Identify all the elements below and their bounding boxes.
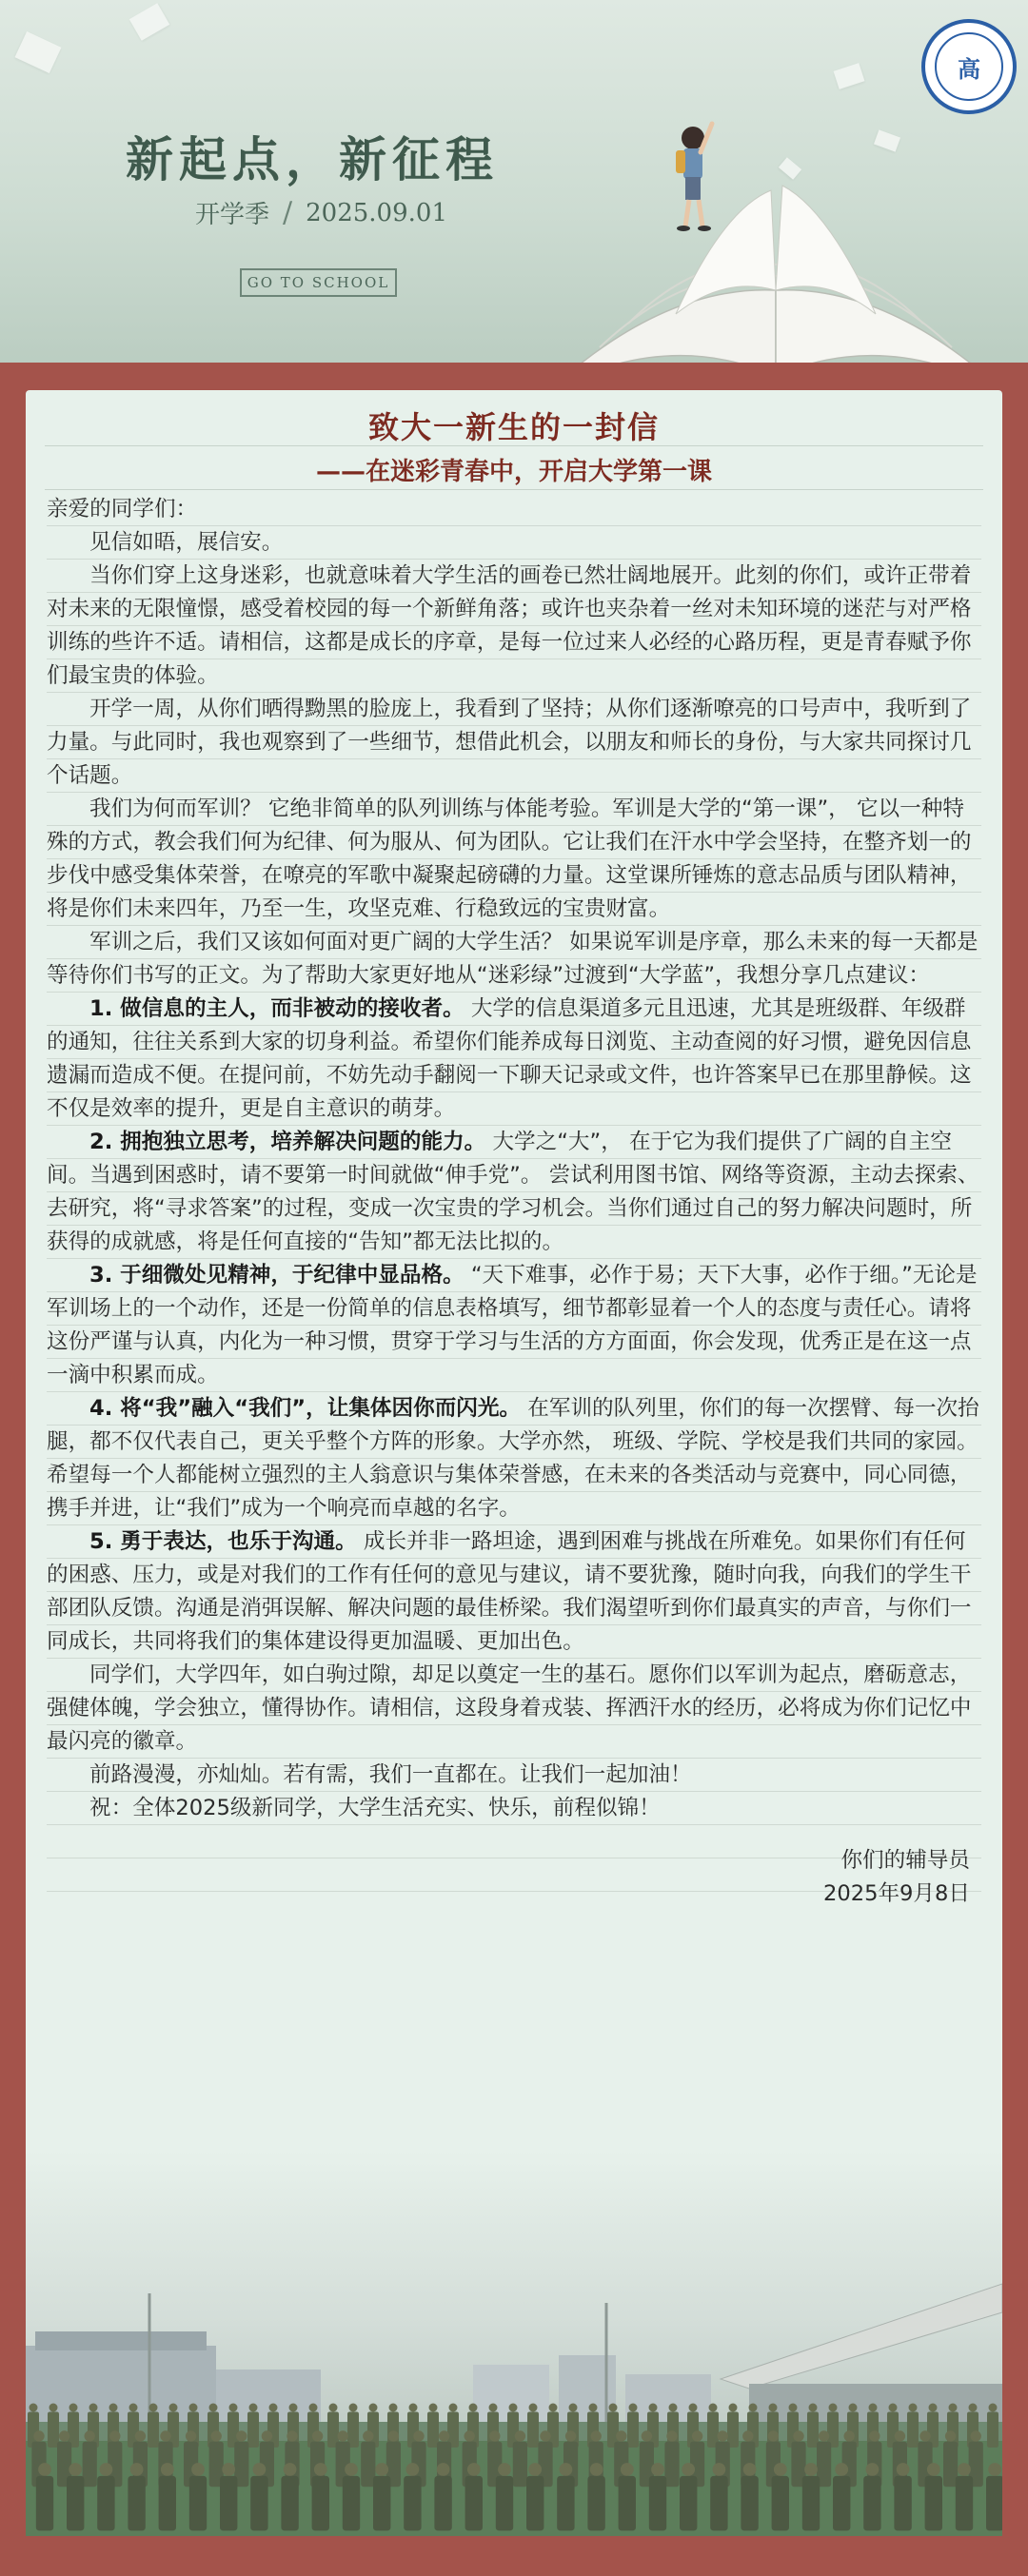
soldier-body xyxy=(465,2476,483,2531)
soldier-body xyxy=(527,2412,539,2448)
soldier-cap xyxy=(249,2404,258,2412)
soldier-cap xyxy=(528,2463,542,2476)
open-book-illustration xyxy=(533,95,1028,376)
soldier-cap xyxy=(149,2404,158,2412)
suggestion-text: 大学之“大”， 在于它为我们提供了广阔的自主空间。当遇到困惑时，请不要第一时间就做“伸手党”。 尝试利用图书馆、网络等资源，主动去探索、去研究，将“寻求答案”的过程，变成一次宝贵的学习机会。当你们通过自己的努力解决问题时，所获得的成就感，将是任何直接的“告知”都无法比拟的。 xyxy=(47,1130,979,1254)
decorative-paper xyxy=(129,3,169,41)
suggestion-heading: 1. 做信息的主人，而非被动的接收者。 xyxy=(89,996,465,1021)
soldier-cap xyxy=(529,2404,538,2412)
soldier-cap xyxy=(186,2430,196,2441)
soldier-body xyxy=(427,2412,439,2448)
soldier-body xyxy=(97,2476,114,2531)
soldier-body xyxy=(148,2412,159,2448)
soldier-cap xyxy=(609,2404,618,2412)
signature-date: 2025年9月8日 xyxy=(822,1881,970,1906)
soldier-cap xyxy=(669,2404,678,2412)
soldier-cap xyxy=(769,2404,778,2412)
soldier-cap xyxy=(889,2404,898,2412)
soldier-cap xyxy=(287,2430,297,2441)
soldier-body xyxy=(83,2442,97,2488)
banner-headline: 新起点，新征程 xyxy=(126,131,499,187)
soldier-cap xyxy=(109,2404,118,2412)
soldier-body xyxy=(907,2412,919,2448)
soldier-cap xyxy=(804,2463,818,2476)
soldier-cap xyxy=(869,2430,880,2441)
soldier-body xyxy=(986,2476,1002,2531)
soldier-cap xyxy=(869,2404,878,2412)
soldier-cap xyxy=(160,2430,170,2441)
soldier-body xyxy=(710,2476,727,2531)
soldier-cap xyxy=(345,2463,358,2476)
soldier-body xyxy=(189,2476,207,2531)
suggestion-heading: 2. 拥抱独立思考，培养解决问题的能力。 xyxy=(89,1130,486,1154)
soldier-cap xyxy=(569,2404,578,2412)
soldier-cap xyxy=(236,2430,247,2441)
suggestion-text: 在军训的队列里，你们的每一次摆臂、每一次抬腿，都不仅代表自己，更关乎整个方阵的形象。大学亦然， 班级、学院、学校是我们共同的家园。希望每一个人都能树立强烈的主人翁意识与集体荣誉感，在未来的各类活动与竞赛中，同心同德，携手并进，让“我们”成为一个响亮而卓越的名字。 xyxy=(47,1396,979,1521)
header-banner xyxy=(0,0,1028,376)
soldier-cap xyxy=(835,2463,848,2476)
logo-mark: 高 xyxy=(935,32,1003,101)
soldier-cap xyxy=(949,2404,958,2412)
soldier-cap xyxy=(589,2404,598,2412)
letter-body xyxy=(47,493,981,1911)
paragraph: 同学们，大学四年，如白驹过隙，却足以奠定一生的基石。愿你们以军训为起点，磨砺意志，强健体魄，学会独立，懂得协作。请相信，这段身着戎装、挥洒汗水的经历，必将成为你们记忆中最闪亮的徽章。 xyxy=(47,1662,972,1754)
soldier-cap xyxy=(897,2463,910,2476)
soldier-cap xyxy=(109,2430,120,2441)
soldier-cap xyxy=(312,2430,323,2441)
suggestion-heading: 3. 于细微处见精神，于纪律中显品格。 xyxy=(89,1263,465,1288)
soldier-cap xyxy=(59,2430,69,2441)
go-to-school-button[interactable]: GO TO SCHOOL xyxy=(240,268,397,297)
soldier-cap xyxy=(375,2463,388,2476)
soldier-cap xyxy=(369,2404,378,2412)
soldier-cap xyxy=(989,2404,998,2412)
soldier-cap xyxy=(309,2404,318,2412)
soldier-cap xyxy=(388,2430,399,2441)
soldier-cap xyxy=(849,2404,858,2412)
soldier-cap xyxy=(540,2430,550,2441)
soldier-cap xyxy=(789,2404,798,2412)
soldier-body xyxy=(802,2476,820,2531)
soldier-cap xyxy=(560,2463,573,2476)
soldier-cap xyxy=(919,2430,930,2441)
soldier-body xyxy=(404,2476,421,2531)
soldier-body xyxy=(680,2476,697,2531)
soldier-cap xyxy=(449,2404,458,2412)
soldier-cap xyxy=(222,2463,235,2476)
soldier-cap xyxy=(749,2404,758,2412)
paragraph: 开学一周，从你们晒得黝黑的脸庞上，我看到了坚持；从你们逐渐嘹亮的口号声中，我听到了力量。与此同时，我也观察到了一些细节，想借此机会，以朋友和师长的身份，与大家共同探讨几个话题。 xyxy=(47,697,972,788)
soldier-cap xyxy=(718,2430,728,2441)
soldier-cap xyxy=(489,2430,500,2441)
soldier-cap xyxy=(774,2463,787,2476)
soldier-body xyxy=(664,2442,679,2488)
soldier-body xyxy=(894,2476,911,2531)
soldier-cap xyxy=(100,2463,113,2476)
soldier-cap xyxy=(895,2430,905,2441)
soldier-body xyxy=(247,2412,259,2448)
soldier-body xyxy=(250,2476,267,2531)
suggestion-text: 大学的信息渠道多元且迅速，尤其是班级群、年级群的通知，往往关系到大家的切身利益。希望你们能养成每日浏览、主动查阅的好习惯，避免因信息遗漏而造成不便。在提问前，不妨先动手翻阅一下聊天记录或文件，也许答案早已在那里静候。这不仅是效率的提升，更是自主意识的萌芽。 xyxy=(47,996,972,1121)
soldier-cap xyxy=(945,2430,956,2441)
slash-divider: / xyxy=(283,196,293,229)
soldier-cap xyxy=(819,2430,829,2441)
soldier-cap xyxy=(69,2463,82,2476)
soldier-body xyxy=(312,2476,329,2531)
soldier-body xyxy=(496,2476,513,2531)
soldier-cap xyxy=(49,2404,58,2412)
paragraph: 前路漫漫，亦灿灿。若有需，我们一直都在。让我们一起加油！ xyxy=(89,1762,692,1787)
suggestion-heading: 5. 勇于表达，也乐于沟通。 xyxy=(89,1529,357,1554)
soldier-cap xyxy=(729,2404,738,2412)
paragraph: 当你们穿上这身迷彩，也就意味着大学生活的画卷已然壮阔地展开。此刻的你们，或许正带着对未来的无限憧憬，感受着校园的每一个新鲜角落；或许也夹杂着一丝对未知环境的迷茫与对严格训练的些许不适。请相信，这都是成长的序章，是每一位过来人必经的心路历程，更是青春赋予你们最宝贵的体验。 xyxy=(47,563,972,688)
soldier-cap xyxy=(651,2463,664,2476)
soldier-cap xyxy=(809,2404,818,2412)
soldier-body xyxy=(128,2476,145,2531)
soldier-cap xyxy=(692,2430,702,2441)
suggestion-item xyxy=(47,1259,981,1392)
soldier-body xyxy=(220,2476,237,2531)
soldier-cap xyxy=(591,2430,602,2441)
soldier-body xyxy=(373,2476,390,2531)
soldier-cap xyxy=(30,2404,38,2412)
suggestion-item xyxy=(47,993,981,1126)
soldier-cap xyxy=(429,2404,438,2412)
soldier-cap xyxy=(958,2463,971,2476)
suggestion-text: “天下难事，必作于易；天下大事，必作于细。”无论是军训场上的一个动作，还是一份简单的信息表格填写，细节都彰显着一个人的态度与责任心。请将这份严谨与认真，内化为一种习惯，贯穿于学习与生活的方方面面，你会发现，优秀正是在这一点一滴中积累而成。 xyxy=(47,1263,978,1387)
soldier-cap xyxy=(509,2404,518,2412)
divider xyxy=(45,489,983,490)
soldier-cap xyxy=(38,2463,51,2476)
soldier-cap xyxy=(642,2430,652,2441)
soldier-body xyxy=(434,2476,451,2531)
soldier-cap xyxy=(85,2430,95,2441)
soldier-cap xyxy=(467,2463,481,2476)
soldier-cap xyxy=(135,2430,146,2441)
soldier-cap xyxy=(209,2404,218,2412)
soldier-cap xyxy=(793,2430,803,2441)
soldier-cap xyxy=(844,2430,855,2441)
soldier-body xyxy=(343,2476,360,2531)
banner-subline xyxy=(195,195,447,230)
paragraph: 军训之后，我们又该如何面对更广阔的大学生活？ 如果说军训是序章，那么未来的每一天都是等待你们书写的正文。为了帮助大家更好地从“迷彩绿”过渡到“大学蓝”，我想分享几点建议： xyxy=(47,930,979,988)
decorative-paper xyxy=(15,31,62,73)
soldier-body xyxy=(557,2476,574,2531)
soldier-cap xyxy=(409,2404,418,2412)
blessing: 祝：全体2025级新同学，大学生活充实、快乐，前程似锦！ xyxy=(89,1796,661,1820)
soldier-cap xyxy=(515,2430,525,2441)
soldier-cap xyxy=(649,2404,658,2412)
soldier-cap xyxy=(565,2430,576,2441)
soldier-cap xyxy=(363,2430,373,2441)
banner-date: 2025.09.01 xyxy=(306,198,447,227)
soldier-cap xyxy=(437,2463,450,2476)
soldier-body xyxy=(987,2412,998,2448)
soldier-body xyxy=(347,2412,359,2448)
soldier-body xyxy=(36,2476,53,2531)
soldier-body xyxy=(48,2412,59,2448)
suggestion-heading: 4. 将“我”融入“我们”，让集体因你而闪光。 xyxy=(89,1396,522,1421)
paragraph: 我们为何而军训？ 它绝非简单的队列训练与体能考验。军训是大学的“第一课”， 它以一种特殊的方式，教会我们何为纪律、何为服从、何为团队。它让我们在汗水中学会坚持，在整齐划一的步伐中感受集体荣誉，在嘹亮的军歌中凝聚起磅礴的力量。这堂课所锤炼的意志品质与团队精神，将是你们未来四年，乃至一生，攻坚克难、行稳致远的宝贵财富。 xyxy=(47,796,972,921)
soldier-body xyxy=(727,2412,739,2448)
soldier-cap xyxy=(742,2430,753,2441)
soldier-cap xyxy=(743,2463,757,2476)
soldier-cap xyxy=(971,2430,981,2441)
soldier-body xyxy=(159,2476,176,2531)
letter-subtitle: ——在迷彩青春中，开启大学第一课 xyxy=(315,458,712,486)
soldier-body xyxy=(513,2442,527,2488)
suggestion-item xyxy=(47,1525,981,1659)
soldier-cap xyxy=(489,2404,498,2412)
soldier-body xyxy=(587,2476,604,2531)
soldier-cap xyxy=(130,2463,144,2476)
soldier-cap xyxy=(621,2463,634,2476)
soldier-body xyxy=(619,2476,636,2531)
soldier-cap xyxy=(389,2404,398,2412)
soldier-cap xyxy=(191,2463,205,2476)
soldier-cap xyxy=(169,2404,178,2412)
soldier-cap xyxy=(406,2463,420,2476)
soldier-cap xyxy=(189,2404,198,2412)
letter-title: 致大一新生的一封信 xyxy=(367,409,660,445)
soldier-cap xyxy=(969,2404,978,2412)
divider xyxy=(45,445,983,446)
soldier-cap xyxy=(314,2463,327,2476)
soldier-body xyxy=(772,2476,789,2531)
training-scene-illustration xyxy=(26,2151,1002,2536)
soldier-cap xyxy=(689,2404,698,2412)
soldier-cap xyxy=(927,2463,940,2476)
soldier-cap xyxy=(498,2463,511,2476)
soldier-cap xyxy=(590,2463,603,2476)
soldier-body xyxy=(863,2476,880,2531)
soldier-cap xyxy=(866,2463,880,2476)
soldier-cap xyxy=(465,2430,475,2441)
soldier-cap xyxy=(129,2404,138,2412)
soldier-cap xyxy=(929,2404,938,2412)
soldier-body xyxy=(956,2476,973,2531)
soldier-body xyxy=(833,2476,850,2531)
greeting: 见信如晤，展信安。 xyxy=(89,530,284,555)
soldier-cap xyxy=(768,2430,779,2441)
soldier-cap xyxy=(713,2463,726,2476)
decorative-paper xyxy=(834,63,865,89)
soldier-cap xyxy=(289,2404,298,2412)
soldier-cap xyxy=(69,2404,78,2412)
soldier-cap xyxy=(284,2463,297,2476)
soldier-cap xyxy=(269,2404,278,2412)
soldier-cap xyxy=(629,2404,638,2412)
soldier-body xyxy=(649,2476,666,2531)
suggestion-text: 成长并非一路坦途，遇到困难与挑战在所难免。如果你们有任何的困惑、压力，或是对我们的工作有任何的意见与建议，请不要犹豫，随时向我，向我们的学生干部团队反馈。沟通是消弭误解、解决问题的最佳桥梁。我们渴望听到你们最真实的声音，与你们一同成长，共同将我们的集体建设得更加温暖、更加出色。 xyxy=(47,1529,972,1654)
spacer xyxy=(47,1825,981,1844)
soldier-cap xyxy=(338,2430,348,2441)
soldier-body xyxy=(67,2476,84,2531)
soldier-cap xyxy=(666,2430,677,2441)
soldier-cap xyxy=(413,2430,424,2441)
soldier-cap xyxy=(33,2430,44,2441)
soldier-body xyxy=(741,2476,758,2531)
soldier-cap xyxy=(469,2404,478,2412)
soldier-cap xyxy=(229,2404,238,2412)
soldier-cap xyxy=(211,2430,222,2441)
season-label: 开学季 xyxy=(195,201,270,229)
salutation: 亲爱的同学们： xyxy=(47,497,198,521)
soldier-cap xyxy=(709,2404,718,2412)
soldier-cap xyxy=(329,2404,338,2412)
soldier-cap xyxy=(549,2404,558,2412)
soldier-cap xyxy=(988,2463,1001,2476)
soldier-cap xyxy=(161,2463,174,2476)
soldier-body xyxy=(281,2476,298,2531)
soldier-cap xyxy=(253,2463,267,2476)
soldier-cap xyxy=(829,2404,838,2412)
military-training-photo xyxy=(26,2151,1002,2536)
soldier-body xyxy=(925,2476,942,2531)
soldier-cap xyxy=(349,2404,358,2412)
soldier-cap xyxy=(616,2430,626,2441)
suggestion-item xyxy=(47,1392,981,1525)
soldier-body xyxy=(627,2412,639,2448)
soldier-cap xyxy=(909,2404,918,2412)
soldier-cap xyxy=(262,2430,272,2441)
suggestion-item xyxy=(47,1126,981,1259)
soldier-cap xyxy=(439,2430,449,2441)
soldier-body xyxy=(807,2412,819,2448)
soldier-cap xyxy=(89,2404,98,2412)
soldier-body xyxy=(526,2476,544,2531)
signature: 你们的辅导员 xyxy=(840,1848,970,1873)
soldier-cap xyxy=(682,2463,695,2476)
